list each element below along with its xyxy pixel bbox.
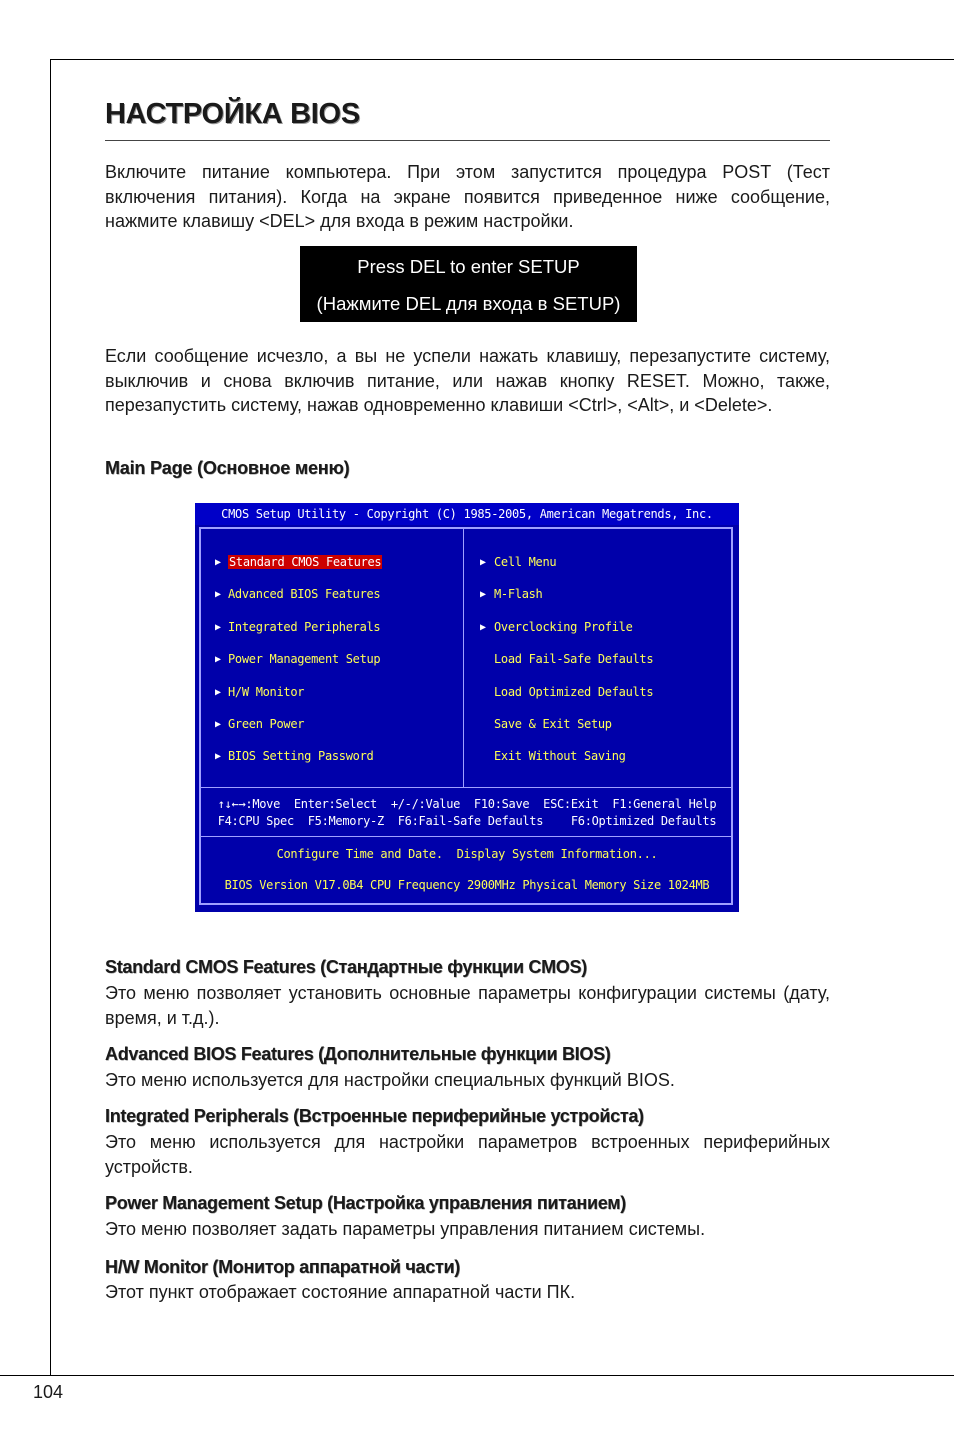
bios-menu-item[interactable]: Advanced BIOS Features — [228, 587, 381, 602]
bios-title: CMOS Setup Utility - Copyright (C) 1985-2005, American Megatrends, Inc. — [221, 507, 713, 521]
bios-menu-item[interactable]: H/W Monitor — [228, 684, 305, 699]
triangle-right-icon: ▶ — [480, 621, 487, 633]
triangle-right-icon: ▶ — [480, 557, 487, 568]
page-frame-left — [50, 59, 51, 1376]
triangle-right-icon: ▶ — [215, 719, 222, 730]
del-prompt-box — [300, 246, 637, 322]
page-frame-bottom — [0, 1375, 954, 1376]
bios-menu-item[interactable]: M-Flash — [494, 587, 543, 602]
bios-menu-item[interactable]: Cell Menu — [494, 555, 557, 569]
bios-keys-line1: ↑↓←→:Move Enter:Select +/-/:Value F10:Save ESC:Exit F1:General Help — [217, 797, 717, 811]
section-description: Это меню используется для настройки параметров встроенных периферийных устройств. — [105, 1132, 830, 1177]
bios-menu-item[interactable]: Load Optimized Defaults — [494, 684, 654, 699]
page-title: НАСТРОЙКА BIOS — [105, 98, 360, 130]
section-description: Это меню позволяет установить основные параметры конфигурации системы (дату, время, и т.д.). — [105, 983, 830, 1028]
bios-hint: Configure Time and Date. Display System Information... — [276, 847, 658, 861]
bios-menu-item[interactable]: Standard CMOS Features — [229, 555, 382, 569]
bios-title-bar — [195, 503, 739, 525]
bios-column-divider — [463, 529, 464, 787]
triangle-right-icon: ▶ — [215, 751, 222, 763]
bios-menu-item[interactable]: Overclocking Profile — [494, 619, 633, 634]
bios-keys-line2: F4:CPU Spec F5:Memory-Z F6:Fail-Safe Defaults F6:Optimized Defaults — [217, 814, 717, 828]
del-prompt-line2: (Нажмите DEL для входа в SETUP) — [316, 293, 621, 314]
section-description: Этот пункт отображает состояние аппаратной части ПК. — [105, 1282, 576, 1302]
bios-info-divider — [201, 836, 731, 837]
bios-menu-item[interactable]: BIOS Setting Password — [228, 749, 374, 764]
bios-keys-divider — [201, 787, 731, 788]
page-frame-top — [50, 59, 954, 60]
triangle-right-icon: ▶ — [215, 686, 222, 698]
main-page-heading: Main Page (Основное меню) — [105, 458, 350, 478]
title-rule — [105, 140, 830, 141]
section-description: Это меню позволяет задать параметры управления питанием системы. — [105, 1219, 706, 1239]
bios-menu-item[interactable]: Exit Without Saving — [494, 749, 626, 764]
section-heading: Power Management Setup (Настройка управления питанием) — [105, 1193, 626, 1213]
triangle-right-icon: ▶ — [215, 621, 222, 633]
restart-paragraph: Если сообщение исчезло, а вы не успели нажать клавишу, перезапустите систему, выключив и снова включив питание, или нажав кнопку RESET. Можно, также, перезапустить систему, нажав одновременно клавиши <Ctrl>, <Alt>, и <Delete>. — [105, 346, 830, 415]
bios-menu-item[interactable]: Power Management Setup — [228, 652, 381, 667]
section-heading: Integrated Peripherals (Встроенные периферийные устройста) — [105, 1106, 644, 1126]
triangle-right-icon: ▶ — [215, 557, 222, 568]
del-prompt-line1: Press DEL to enter SETUP — [357, 256, 580, 277]
bios-menu-item[interactable]: Load Fail-Safe Defaults — [494, 652, 654, 667]
bios-screenshot — [195, 503, 739, 912]
section-heading: Advanced BIOS Features (Дополнительные функции BIOS) — [105, 1044, 611, 1064]
triangle-right-icon: ▶ — [480, 589, 487, 601]
section-description: Это меню используется для настройки специальных функций BIOS. — [105, 1070, 675, 1090]
triangle-right-icon: ▶ — [215, 654, 222, 666]
bios-menu-item[interactable]: Integrated Peripherals — [228, 619, 381, 634]
bios-menu-item[interactable]: Save & Exit Setup — [494, 717, 612, 731]
section-heading: Standard CMOS Features (Стандартные функции CMOS) — [105, 957, 587, 977]
triangle-right-icon: ▶ — [215, 589, 222, 601]
page-number: 104 — [33, 1382, 64, 1402]
intro-paragraph: Включите питание компьютера. При этом запустится процедура POST (Тест включения питания). Когда на экране появится приведенное ниже сообщение, нажмите клавишу <DEL> для входа в режим настройки. — [105, 162, 830, 231]
bios-menu-item[interactable]: Green Power — [228, 717, 305, 731]
bios-status: BIOS Version V17.0B4 CPU Frequency 2900MHz Physical Memory Size 1024MB — [224, 878, 710, 892]
section-heading: H/W Monitor (Монитор аппаратной части) — [105, 1257, 460, 1277]
